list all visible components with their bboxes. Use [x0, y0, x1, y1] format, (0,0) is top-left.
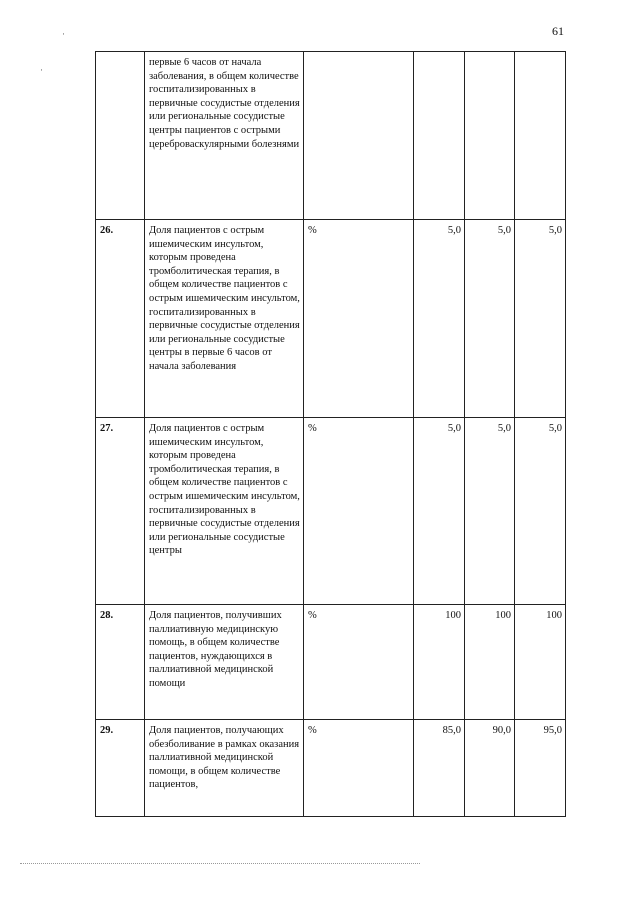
value-cell-1: 85,0	[414, 720, 465, 817]
value-cell-1	[414, 52, 465, 220]
unit-cell: %	[304, 220, 414, 418]
row-number	[96, 52, 145, 220]
indicator-name: первые 6 часов от начала заболевания, в общем количестве госпитализированных в первичные сосудистые отделения или региональные сосудистые центры пациентов с острыми цереброваскулярными болезнями	[145, 52, 304, 220]
indicator-name: Доля пациентов, получающих обезболивание в рамках оказания паллиативной медицинской помощи, в общем количестве пациентов,	[145, 720, 304, 817]
row-number: 29.	[96, 720, 145, 817]
value-cell-3: 100	[515, 605, 566, 720]
value-cell-2: 90,0	[465, 720, 515, 817]
row-number: 28.	[96, 605, 145, 720]
value-cell-3: 5,0	[515, 220, 566, 418]
value-cell-2	[465, 52, 515, 220]
unit-cell: %	[304, 720, 414, 817]
unit-cell: %	[304, 418, 414, 605]
indicator-name: Доля пациентов, получивших паллиативную медицинскую помощь, в общем количестве пациентов, нуждающихся в паллиативной медицинской помощи	[145, 605, 304, 720]
table-row	[96, 418, 566, 605]
row-number: 27.	[96, 418, 145, 605]
value-cell-2: 5,0	[465, 418, 515, 605]
indicators-table	[95, 51, 566, 817]
scan-artifact-line	[20, 863, 420, 864]
value-cell-1: 5,0	[414, 220, 465, 418]
value-cell-3	[515, 52, 566, 220]
unit-cell: %	[304, 605, 414, 720]
page-number: 61	[552, 24, 564, 38]
row-number: 26.	[96, 220, 145, 418]
scan-speck: ·	[62, 29, 65, 39]
table-row	[96, 220, 566, 418]
indicator-name: Доля пациентов с острым ишемическим инсультом, которым проведена тромболитическая терапия, в общем количестве пациентов с острым ишемическим инсультом, госпитализированных в первичные сосудистые отделения или региональные сосудистые центры в первые 6 часов от начала заболевания	[145, 220, 304, 418]
indicator-name: Доля пациентов с острым ишемическим инсультом, которым проведена тромболитическая терапия, в общем количестве пациентов с острым ишемическим инсультом, госпитализированных в первичные сосудистые отделения или региональные сосудистые центры	[145, 418, 304, 605]
value-cell-3: 5,0	[515, 418, 566, 605]
value-cell-3: 95,0	[515, 720, 566, 817]
table-row	[96, 720, 566, 817]
value-cell-1: 100	[414, 605, 465, 720]
value-cell-1: 5,0	[414, 418, 465, 605]
value-cell-2: 5,0	[465, 220, 515, 418]
unit-cell	[304, 52, 414, 220]
value-cell-2: 100	[465, 605, 515, 720]
table-row	[96, 605, 566, 720]
scan-speck: ·	[40, 65, 43, 75]
table-row	[96, 52, 566, 220]
